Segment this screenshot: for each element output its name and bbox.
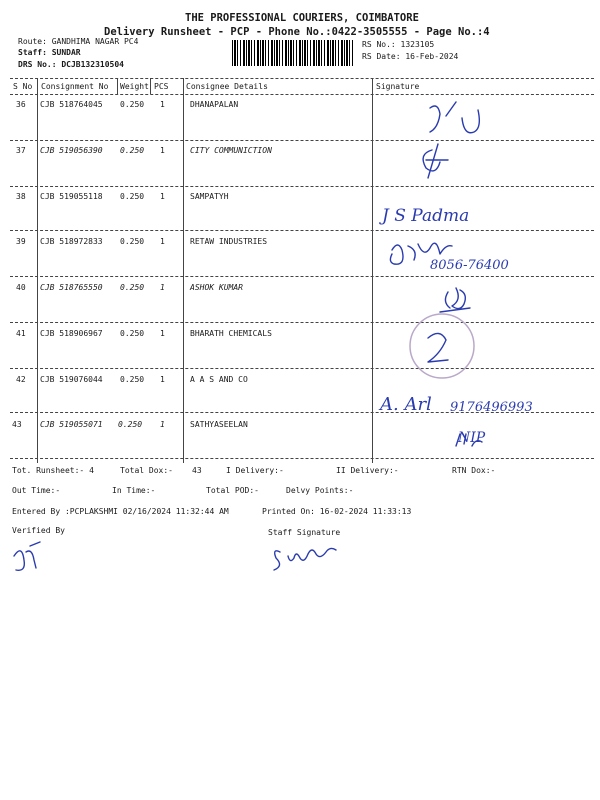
handwriting-row38: J S Padma bbox=[382, 206, 470, 226]
rs-number: RS No.: 1323105 bbox=[362, 40, 435, 49]
row-pcs: 1 bbox=[160, 283, 165, 292]
row-pcs: 1 bbox=[160, 100, 165, 109]
row-weight: 0.250 bbox=[120, 283, 145, 292]
entered-by: Entered By :PCPLAKSHMI 02/16/2024 11:32:44 AM bbox=[12, 507, 229, 516]
row-consignee: CITY COMMUNICTION bbox=[190, 146, 272, 155]
row-weight: 0.250 bbox=[120, 375, 145, 384]
handwriting-row42-name: A. Arl bbox=[380, 394, 432, 415]
total-dox-label: Total Dox:- bbox=[120, 466, 173, 475]
handwriting-row39-phone: 8056-76400 bbox=[430, 258, 509, 273]
verified-signature bbox=[14, 542, 40, 570]
row-weight: 0.250 bbox=[118, 420, 143, 429]
signature-row37 bbox=[423, 144, 448, 178]
row-weight: 0.250 bbox=[120, 329, 145, 338]
rtn-dox: RTN Dox:- bbox=[452, 466, 496, 475]
total-dox-value: 43 bbox=[192, 466, 202, 475]
staff-signature bbox=[274, 548, 336, 570]
row-weight: 0.250 bbox=[120, 146, 145, 155]
row-consignee: BHARATH CHEMICALS bbox=[190, 329, 272, 338]
handwriting-row42-phone: 9176496993 bbox=[450, 400, 533, 415]
row-sno: 42 bbox=[16, 375, 26, 384]
col-pcs: PCS bbox=[154, 82, 169, 91]
row-pcs: 1 bbox=[160, 146, 165, 155]
printed-on: Printed On: 16-02-2024 11:33:13 bbox=[262, 507, 412, 516]
row-consignment: CJB 519055118 bbox=[40, 192, 103, 201]
row-sno: 36 bbox=[16, 100, 26, 109]
row-pcs: 1 bbox=[160, 420, 165, 429]
row-sno: 40 bbox=[16, 283, 26, 292]
row-pcs: 1 bbox=[160, 237, 165, 246]
handwriting-row43: NIP bbox=[458, 430, 486, 446]
row-weight: 0.250 bbox=[120, 237, 145, 246]
row-consignee: ASHOK KUMAR bbox=[190, 283, 243, 292]
col-signature: Signature bbox=[376, 82, 420, 91]
out-time: Out Time:- bbox=[12, 486, 61, 495]
route-label: Route: GANDHIMA NAGAR PC4 bbox=[18, 37, 139, 46]
row-sno: 41 bbox=[16, 329, 26, 338]
row-sno: 38 bbox=[16, 192, 26, 201]
row-consignee: RETAW INDUSTRIES bbox=[190, 237, 268, 246]
row-consignment: CJB 518765550 bbox=[40, 283, 103, 292]
delvy-points: Delvy Points:- bbox=[286, 486, 354, 495]
company-title: THE PROFESSIONAL COURIERS, COIMBATORE bbox=[185, 12, 419, 24]
row-consignment: CJB 518764045 bbox=[40, 100, 103, 109]
staff-signature-label: Staff Signature bbox=[268, 528, 341, 537]
col-weight: Weight bbox=[120, 82, 149, 91]
row-consignment: CJB 519056390 bbox=[40, 146, 103, 155]
row-consignee: SAMPATYH bbox=[190, 192, 229, 201]
in-time: In Time:- bbox=[112, 486, 156, 495]
col-consignment: Consignment No bbox=[41, 82, 109, 91]
ii-delivery: II Delivery:- bbox=[336, 466, 399, 475]
total-pod: Total POD:- bbox=[206, 486, 259, 495]
row-consignee: A A S AND CO bbox=[190, 375, 248, 384]
col-sno: S No bbox=[13, 82, 33, 91]
signature-row41 bbox=[428, 333, 448, 362]
row-consignee: SATHYASEELAN bbox=[190, 420, 248, 429]
stamp-icon bbox=[410, 314, 474, 378]
row-weight: 0.250 bbox=[120, 100, 145, 109]
runsheet-title: Delivery Runsheet - PCP - Phone No.:0422-3505555 - Page No.:4 bbox=[104, 26, 490, 38]
row-sno: 37 bbox=[16, 146, 26, 155]
row-consignment: CJB 519076044 bbox=[40, 375, 103, 384]
signature-row36 bbox=[430, 102, 479, 133]
col-consignee: Consignee Details bbox=[186, 82, 268, 91]
row-consignee: DHANAPALAN bbox=[190, 100, 239, 109]
row-sno: 43 bbox=[12, 420, 22, 429]
total-runsheet: Tot. Runsheet:- 4 bbox=[12, 466, 94, 475]
row-pcs: 1 bbox=[160, 192, 165, 201]
row-consignment: CJB 519055071 bbox=[40, 420, 103, 429]
signature-row40 bbox=[440, 288, 470, 312]
staff-label: Staff: SUNDAR bbox=[18, 48, 81, 57]
row-consignment: CJB 518972833 bbox=[40, 237, 103, 246]
verified-by: Verified By bbox=[12, 526, 65, 535]
i-delivery: I Delivery:- bbox=[226, 466, 284, 475]
row-weight: 0.250 bbox=[120, 192, 145, 201]
row-pcs: 1 bbox=[160, 329, 165, 338]
row-sno: 39 bbox=[16, 237, 26, 246]
row-consignment: CJB 518906967 bbox=[40, 329, 103, 338]
drs-number: DRS No.: DCJB132310504 bbox=[18, 60, 124, 69]
row-pcs: 1 bbox=[160, 375, 165, 384]
rs-date: RS Date: 16-Feb-2024 bbox=[362, 52, 459, 61]
